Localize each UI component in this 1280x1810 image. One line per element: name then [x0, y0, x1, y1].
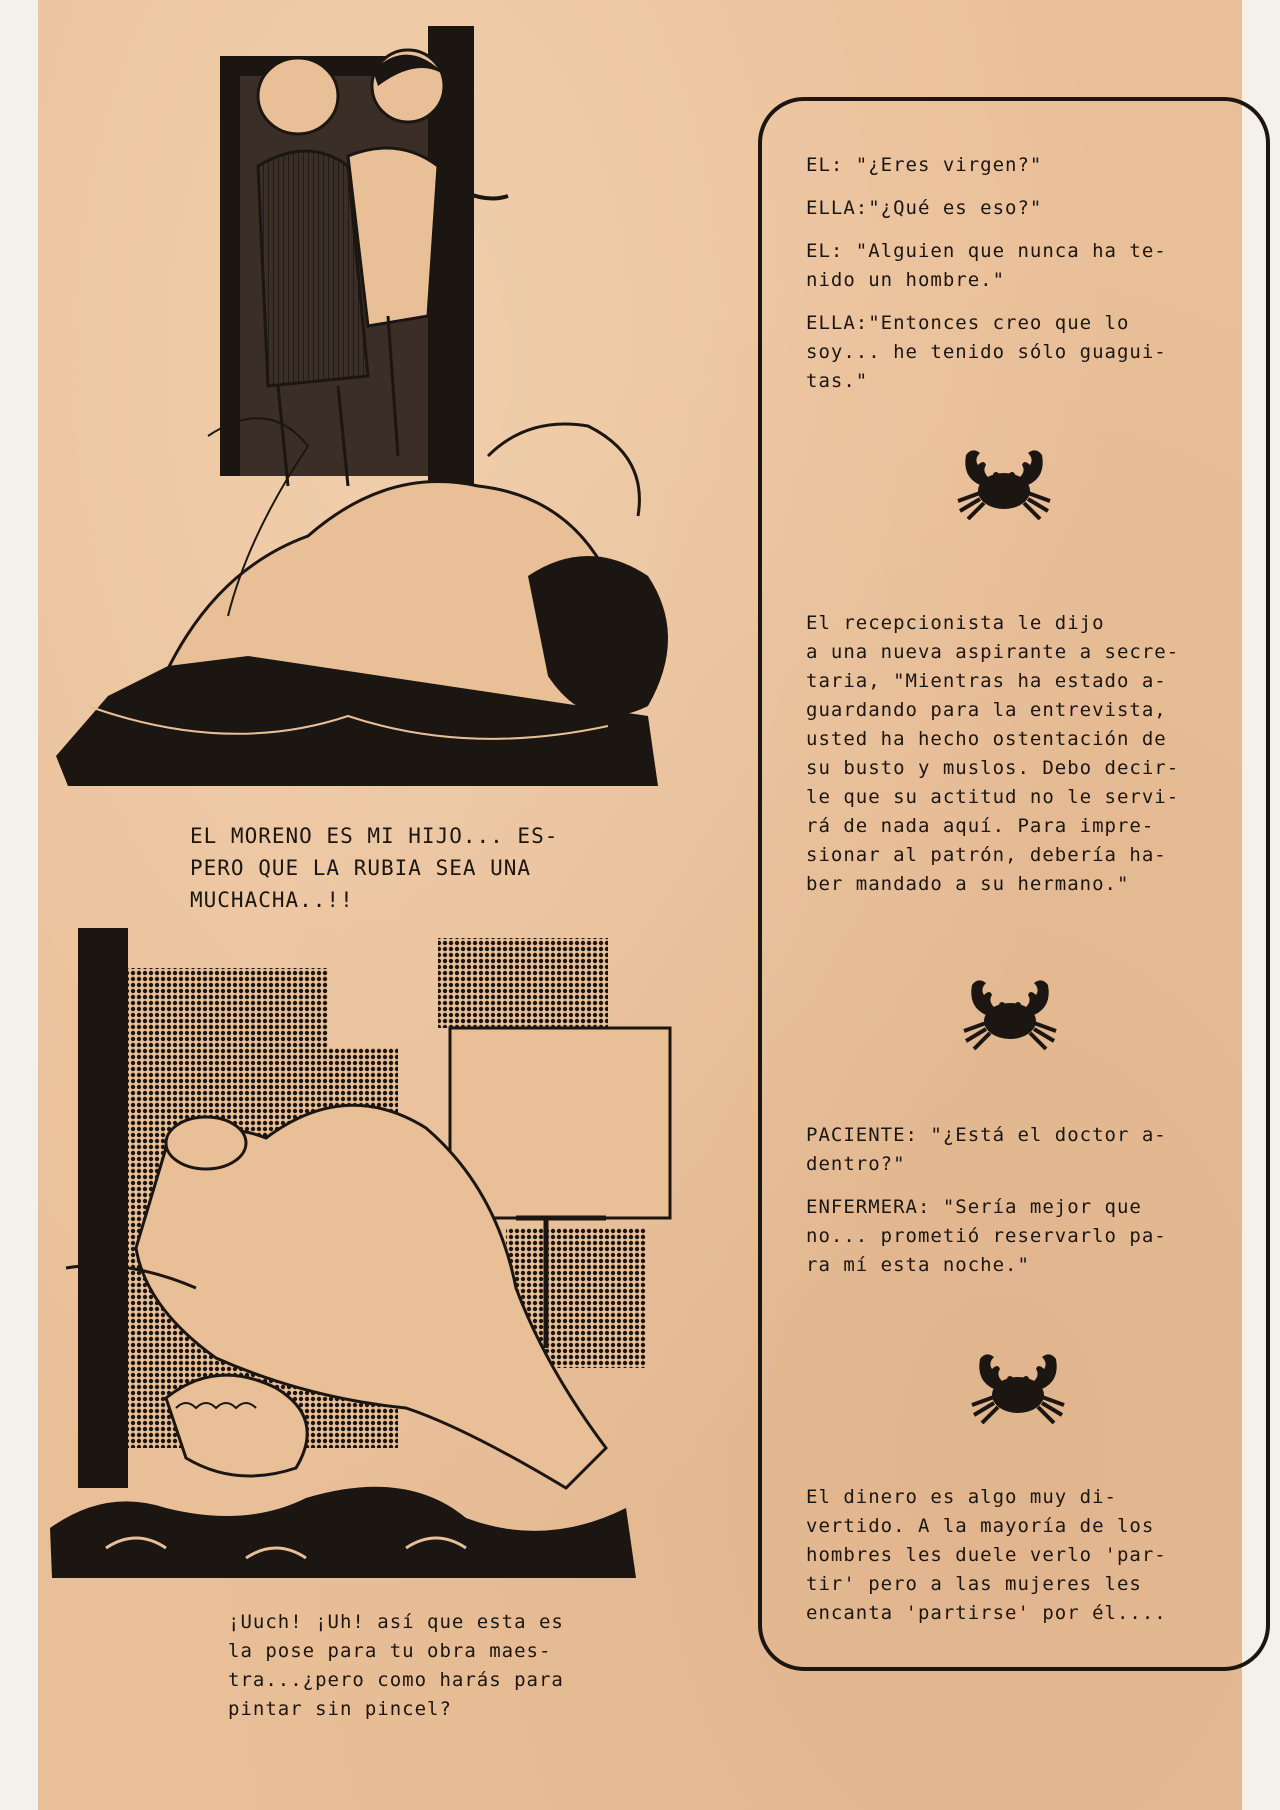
joke-line: PACIENTE: "¿Está el doctor a- dentro?"	[806, 1124, 1167, 1175]
joke-virgin	[806, 151, 1246, 410]
top-caption: EL MORENO ES MI HIJO... ES- PERO QUE LA RUBIA SEA UNA MUCHACHA..!!	[190, 824, 559, 912]
joke-line: ELLA:"Entonces creo que lo soy... he tenido sólo guagui- tas."	[806, 312, 1167, 392]
jokes-box	[758, 97, 1270, 1671]
joke-text: El recepcionista le dijo a una nueva aspirante a secre- taria, "Mientras ha estado a- guardando para la entrevista, usted ha hecho ostentación de su busto y muslos. Debo decir- le que su actitud no le servi- rá de nada aquí. Para impre- sionar al patrón, debería ha- ber mandado a su hermano."	[806, 612, 1180, 895]
joke-doctor	[806, 1121, 1246, 1294]
joke-line: EL: "¿Eres virgen?"	[806, 154, 1043, 176]
joke-money	[806, 1483, 1246, 1642]
crab-icon	[952, 441, 1056, 529]
joke-line: ELLA:"¿Qué es eso?"	[806, 197, 1043, 219]
joke-line: ENFERMERA: "Sería mejor que no... prometió reservarlo pa- ra mí esta noche."	[806, 1196, 1167, 1276]
top-illustration	[48, 16, 728, 806]
joke-line: EL: "Alguien que nunca ha te- nido un hombre."	[806, 240, 1167, 291]
bottom-caption: ¡Uuch! ¡Uh! así que esta es la pose para tu obra maes- tra...¿pero como harás para pintar sin pincel?	[228, 1611, 564, 1720]
joke-text: El dinero es algo muy di- vertido. A la mayoría de los hombres les duele verlo 'par- tir' pero a las mujeres les encanta 'partirse' por él....	[806, 1486, 1167, 1624]
crab-icon	[958, 971, 1062, 1059]
crab-icon	[966, 1345, 1070, 1433]
bottom-illustration	[46, 928, 726, 1598]
joke-receptionist	[806, 609, 1246, 913]
magazine-page	[38, 0, 1242, 1810]
